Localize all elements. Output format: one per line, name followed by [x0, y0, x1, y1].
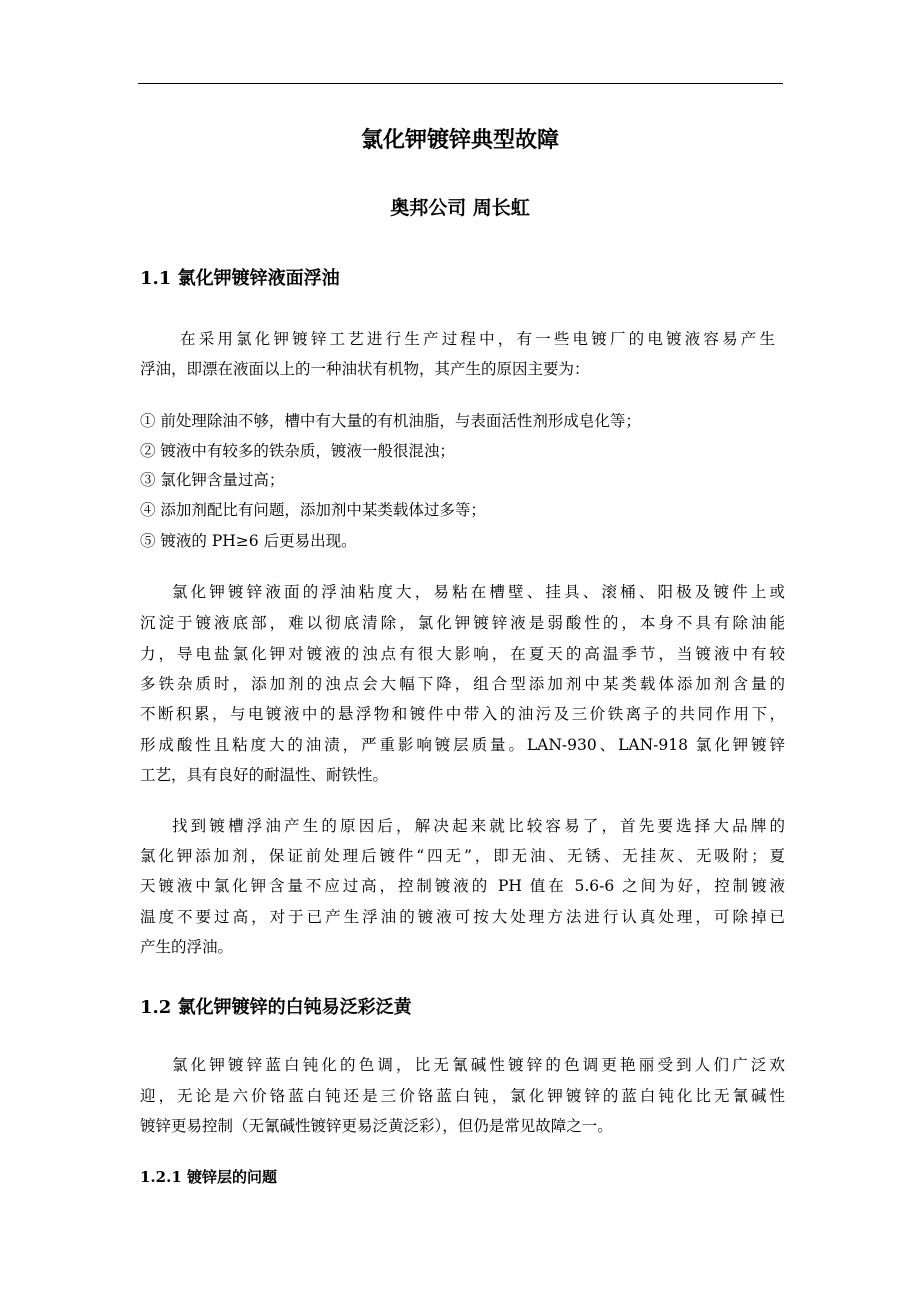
section-heading-1-2: 1.2 氯化钾镀锌的白钝易泛彩泛黄	[140, 997, 412, 1018]
paragraph-line: 浮油，即漂在液面以上的一种油状有机物，其产生的原因主要为：	[140, 360, 590, 378]
paragraph-line: 多铁杂质时，添加剂的浊点会大幅下降，组合型添加剂中某类载体添加剂含量的	[140, 675, 785, 693]
paragraph-line: 沉淀于镀液底部，难以彻底清除，氯化钾镀锌液是弱酸性的，本身不具有除油能	[140, 614, 785, 632]
paragraph-line: 氯化钾添加剂，保证前处理后镀件“四无”，即无油、无锈、无挂灰、无吸附；夏	[140, 847, 785, 865]
paragraph-line: 迎，无论是六价铬蓝白钝还是三价铬蓝白钝，氯化钾镀锌的蓝白钝化比无氰碱性	[140, 1087, 785, 1105]
paragraph-line: 工艺，具有良好的耐温性、耐铁性。	[140, 766, 389, 784]
cause-list-item: ⑤ 镀液的 PH≥6 后更易出现。	[140, 532, 357, 550]
paragraph-line: 氯化钾镀锌液面的浮油粘度大，易粘在槽壁、挂具、滚桶、阳极及镀件上或	[172, 583, 785, 601]
cause-list-item: ③ 氯化钾含量过高；	[140, 471, 285, 489]
subsection-heading-1-2-1: 1.2.1 镀锌层的问题	[140, 1168, 277, 1186]
cause-list-item: ① 前处理除油不够，槽中有大量的有机油脂，与表面活性剂形成皂化等；	[140, 412, 641, 430]
cause-list-item: ② 镀液中有较多的铁杂质，镀液一般很混浊；	[140, 442, 455, 460]
paragraph-line: 氯化钾镀锌蓝白钝化的色调，比无氰碱性镀锌的色调更艳丽受到人们广泛欢	[172, 1056, 785, 1074]
paragraph-line: 镀锌更易控制（无氰碱性镀锌更易泛黄泛彩），但仍是常见故障之一。	[140, 1117, 613, 1135]
document-author: 奥邦公司 周长虹	[390, 197, 530, 219]
paragraph-line: 不断积累，与电镀液中的悬浮物和镀件中带入的油污及三价铁离子的共同作用下，	[140, 705, 785, 723]
document-title: 氯化钾镀锌典型故障	[360, 127, 559, 153]
paragraph-line: 产生的浮油。	[140, 938, 234, 956]
paragraph-line: 天镀液中氯化钾含量不应过高，控制镀液的 PH 值在 5.6-6 之间为好，控制镀液	[140, 877, 785, 895]
paragraph-line: 力，导电盐氯化钾对镀液的浊点有很大影响，在夏天的高温季节，当镀液中有较	[140, 645, 785, 663]
paragraph-line: 在采用氯化钾镀锌工艺进行生产过程中，有一些电镀厂的电镀液容易产生	[180, 330, 775, 348]
header-rule	[138, 83, 783, 84]
cause-list-item: ④ 添加剂配比有问题，添加剂中某类载体过多等；	[140, 501, 486, 519]
paragraph-line: 形成酸性且粘度大的油渍，严重影响镀层质量。LAN-930、LAN-918 氯化钾镀锌	[140, 736, 785, 754]
paragraph-line: 温度不要过高，对于已产生浮油的镀液可按大处理方法进行认真处理，可除掉已	[140, 908, 785, 926]
paragraph-line: 找到镀槽浮油产生的原因后，解决起来就比较容易了，首先要选择大品牌的	[172, 817, 785, 835]
section-heading-1-1: 1.1 氯化钾镀锌液面浮油	[140, 268, 340, 289]
